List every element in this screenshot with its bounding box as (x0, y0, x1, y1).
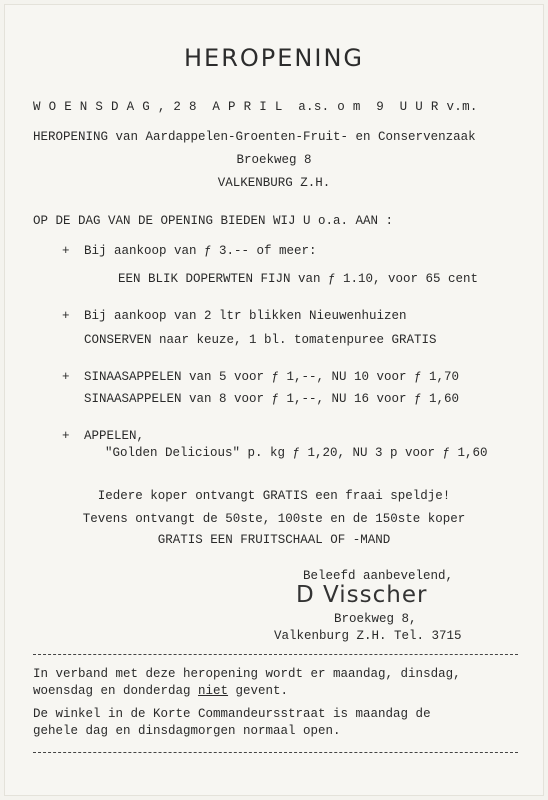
gift-line: Iedere koper ontvangt GRATIS een fraai speldje! (97, 489, 451, 503)
dashed-divider (33, 654, 518, 655)
document-title: HEROPENING (184, 44, 364, 72)
notice-line: gehele dag en dinsdagmorgen normaal open. (33, 724, 341, 738)
notice-line (33, 684, 288, 698)
offer-bullet: + (62, 429, 70, 443)
closing-greeting: Beleefd aanbevelend, (303, 569, 454, 583)
offer-line: "Golden Delicious" p. kg ƒ 1,20, NU 3 p voor ƒ 1,60 (105, 446, 488, 460)
gift-line: GRATIS EEN FRUITSCHAAL OF -MAND (157, 533, 391, 547)
gift-line: Tevens ontvangt de 50ste, 100ste en de 150ste koper (82, 512, 466, 526)
offer-bullet: + (62, 244, 70, 258)
offer-bullet: + (62, 309, 70, 323)
offer-line: Bij aankoop van ƒ 3.-- of meer: (84, 244, 317, 258)
offer-line: CONSERVEN naar keuze, 1 bl. tomatenpuree GRATIS (84, 333, 437, 347)
intro-street: Broekweg 8 (236, 153, 312, 167)
offer-line: APPELEN, (84, 429, 145, 443)
closing-city-tel: Valkenburg Z.H. Tel. 3715 (274, 629, 462, 643)
offer-line: EEN BLIK DOPERWTEN FIJN van ƒ 1.10, voor 65 cent (118, 272, 479, 286)
offer-line: Bij aankoop van 2 ltr blikken Nieuwenhuizen (84, 309, 407, 323)
offer-bullet: + (62, 370, 70, 384)
closing-street: Broekweg 8, (334, 612, 417, 626)
dashed-divider (33, 752, 518, 753)
notice-text: gevent. (228, 684, 289, 698)
intro-city: VALKENBURG Z.H. (217, 176, 331, 190)
offer-line: SINAASAPPELEN van 8 voor ƒ 1,--, NU 16 voor ƒ 1,60 (84, 392, 460, 406)
date-line: W O E N S D A G , 2 8 A P R I L a.s. o m 9 U U R v.m. (33, 100, 478, 114)
offer-heading: OP DE DAG VAN DE OPENING BIEDEN WIJ U o.a. AAN : (33, 214, 394, 228)
signature: D Visscher (296, 582, 428, 608)
notice-line: In verband met deze heropening wordt er maandag, dinsdag, (33, 667, 461, 681)
notice-line: De winkel in de Korte Commandeursstraat is maandag de (33, 707, 431, 721)
offer-line: SINAASAPPELEN van 5 voor ƒ 1,--, NU 10 voor ƒ 1,70 (84, 370, 460, 384)
notice-text: woensdag en donderdag (33, 684, 199, 698)
intro-line: HEROPENING van Aardappelen-Groenten-Fruit- en Conservenzaak (33, 130, 476, 144)
notice-emphasis: niet (198, 684, 229, 698)
